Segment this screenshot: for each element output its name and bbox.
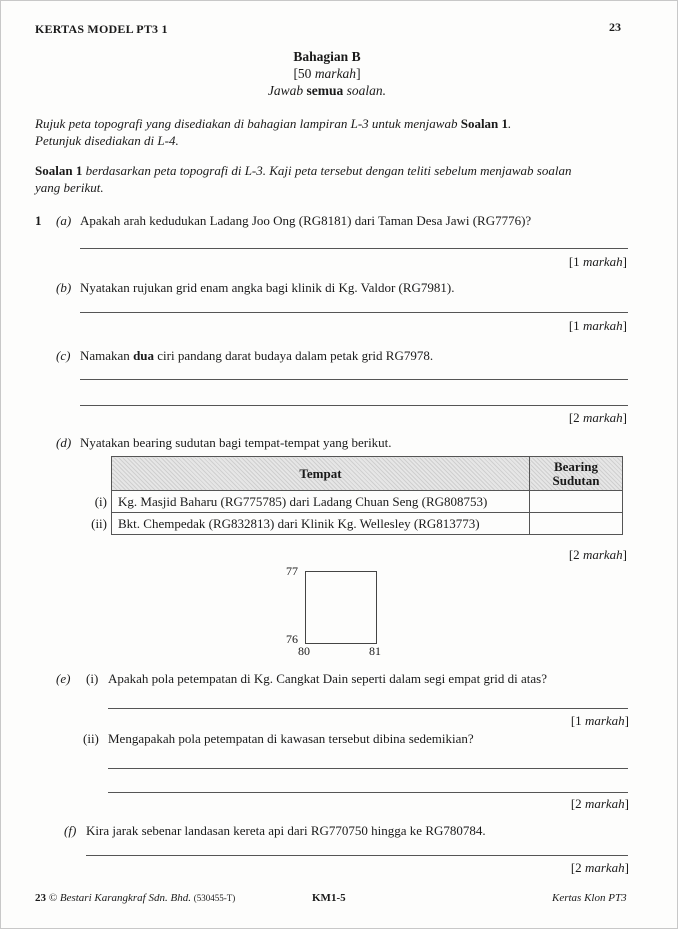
grid-label-easting-right: 81 <box>369 644 381 658</box>
grid-label-northing-bottom: 76 <box>286 632 298 646</box>
question-d-text: Nyatakan bearing sudutan bagi tempat-tempat yang berikut. <box>80 435 392 450</box>
marks-e-i: [1 markah] <box>570 713 629 728</box>
row-place: Kg. Masjid Baharu (RG775785) dari Ladang Chuan Seng (RG808753) <box>112 491 530 513</box>
marks-c: [2 markah] <box>568 410 627 425</box>
table-header-bearing: Bearing Sudutan <box>530 457 623 491</box>
answer-line-e-ii-1[interactable] <box>108 768 628 769</box>
question-e-ii-text: Mengapakah pola petempatan di kawasan tersebut dibina sedemikian? <box>108 731 474 746</box>
answer-line-e-i[interactable] <box>108 708 628 709</box>
marks-a: [1 markah] <box>568 254 627 269</box>
answer-line-e-ii-2[interactable] <box>108 792 628 793</box>
answer-line-b[interactable] <box>80 312 628 313</box>
question-f-label: (f) <box>64 823 77 838</box>
section-title: Bahagian B <box>293 49 361 64</box>
marks-b: [1 markah] <box>568 318 627 333</box>
footer-series: Kertas Klon PT3 <box>552 892 627 904</box>
section-instruction: Jawab semua soalan. <box>267 83 387 98</box>
header-title: KERTAS MODEL PT3 1 <box>35 22 168 36</box>
question-e-ii-label: (ii) <box>83 731 99 746</box>
answer-line-f[interactable] <box>86 855 628 856</box>
section-marks: [50 markah] <box>293 66 361 81</box>
question-e-label: (e) <box>56 671 71 686</box>
question-c-label: (c) <box>56 348 71 363</box>
footer-publisher: 23 © Bestari Karangkraf Sdn. Bhd. (530455-T) <box>35 892 236 904</box>
intro-paragraph-1: Rujuk peta topografi yang disediakan di bahagian lampiran L-3 untuk menjawab Soalan 1. Petunjuk disediakan di L-4. <box>35 116 512 148</box>
marks-f: [2 markah] <box>570 860 629 875</box>
question-d-label: (d) <box>56 435 72 450</box>
question-b-label: (b) <box>56 280 72 295</box>
question-c-text: Namakan dua ciri pandang darat budaya dalam petak grid RG7978. <box>80 348 434 363</box>
question-f-text: Kira jarak sebenar landasan kereta api dari RG770750 hingga ke RG780784. <box>86 823 486 838</box>
answer-line-c1[interactable] <box>80 379 628 380</box>
question-b-text: Nyatakan rujukan grid enam angka bagi klinik di Kg. Valdor (RG7981). <box>80 280 455 295</box>
question-e-i-text: Apakah pola petempatan di Kg. Cangkat Dain seperti dalam segi empat grid di atas? <box>108 671 547 686</box>
grid-label-easting-left: 80 <box>298 644 310 658</box>
grid-label-northing-top: 77 <box>286 564 298 578</box>
row-place: Bkt. Chempedak (RG832813) dari Klinik Kg. Wellesley (RG813773) <box>112 513 530 535</box>
row-number: (i) <box>94 493 107 509</box>
bearing-answer-cell[interactable] <box>530 513 623 535</box>
answer-line-c2[interactable] <box>80 405 628 406</box>
table-header-place: Tempat <box>112 457 530 491</box>
marks-d: [2 markah] <box>568 547 627 562</box>
answer-line-a[interactable] <box>80 248 628 249</box>
table-row <box>81 513 623 535</box>
question-e-i-label: (i) <box>86 671 99 686</box>
question-a-text: Apakah arah kedudukan Ladang Joo Ong (RG8181) dari Taman Desa Jawi (RG7776)? <box>80 213 532 228</box>
row-number: (ii) <box>91 515 107 531</box>
header-page-number: 23 <box>609 20 621 34</box>
question-a-label: (a) <box>56 213 72 228</box>
marks-e-ii: [2 markah] <box>570 796 629 811</box>
bearing-table <box>81 456 623 535</box>
bearing-answer-cell[interactable] <box>530 491 623 513</box>
grid-square-diagram <box>305 571 377 644</box>
question-number: 1 <box>35 213 42 228</box>
table-row <box>81 491 623 513</box>
intro-paragraph-2: Soalan 1 berdasarkan peta topografi di L-3. Kaji peta tersebut dengan teliti sebelum menjawab soalan yang berikut. <box>35 163 572 195</box>
footer-code: KM1-5 <box>312 892 346 904</box>
